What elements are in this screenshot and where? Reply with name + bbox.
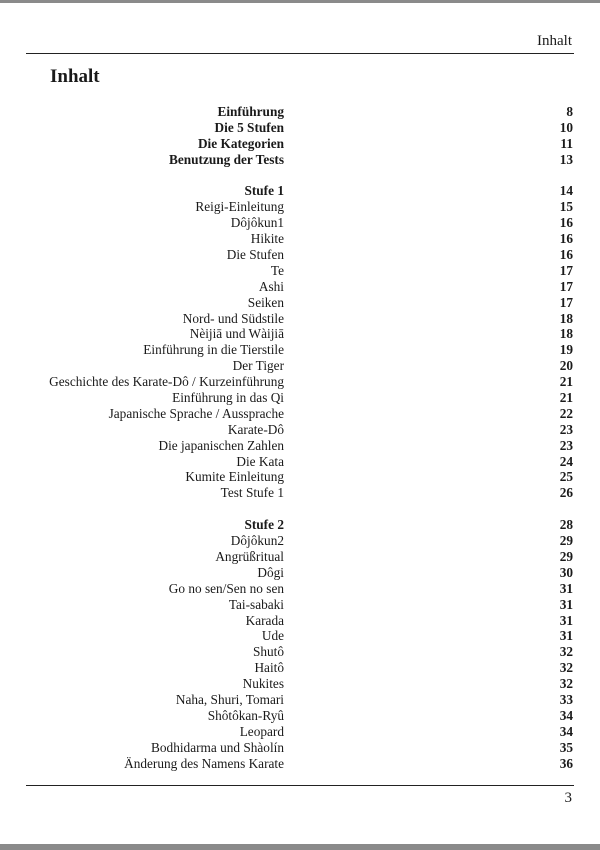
toc-entry-page-number: 31 <box>559 628 573 644</box>
toc-entry-title: Die Kategorien <box>197 135 284 151</box>
page-title: Inhalt <box>50 66 100 87</box>
toc-entry-page-number: 17 <box>559 278 573 294</box>
toc-entry-title: Die Stufen <box>226 247 284 263</box>
toc-entry-page-number: 30 <box>559 564 573 580</box>
toc-entry[interactable] <box>0 422 600 438</box>
toc-entry-page-number: 20 <box>559 358 573 374</box>
toc-entry-page-number: 36 <box>559 755 573 771</box>
toc-entry-title: Go no sen/Sen no sen <box>168 580 284 596</box>
toc-entry-page-number: 11 <box>560 135 573 151</box>
toc-entry[interactable] <box>0 628 600 644</box>
toc-entry-title: Karada <box>245 612 284 628</box>
toc-entry-title: Einführung <box>217 104 284 119</box>
toc-entry[interactable] <box>0 263 600 279</box>
toc-entry-page-number: 31 <box>559 580 573 596</box>
toc-entry-title: Geschichte des Karate-Dô / Kurzeinführung <box>49 374 284 390</box>
window-top-border <box>0 0 600 3</box>
toc-entry-page-number: 34 <box>559 707 573 723</box>
toc-entry-title: Einführung in die Tierstile <box>143 342 284 358</box>
toc-entry[interactable] <box>0 120 600 136</box>
toc-entry-page-number: 18 <box>559 310 573 326</box>
toc-entry[interactable] <box>0 533 600 549</box>
toc-entry-page-number: 18 <box>559 326 573 342</box>
toc-entry[interactable] <box>0 565 600 581</box>
toc-entry[interactable] <box>0 454 600 470</box>
toc-entry[interactable] <box>0 549 600 565</box>
toc-entry[interactable] <box>0 104 600 120</box>
toc-entry[interactable] <box>0 692 600 708</box>
toc-entry-title: Dôjôkun2 <box>230 533 284 549</box>
toc-entry-page-number: 34 <box>559 723 573 739</box>
toc-entry[interactable] <box>0 247 600 263</box>
toc-entry-page-number: 15 <box>559 199 573 215</box>
toc-entry-title: Einführung in das Qi <box>172 390 284 406</box>
toc-entry[interactable] <box>0 597 600 613</box>
toc-entry-title: Benutzung der Tests <box>168 151 284 167</box>
toc-entry-page-number: 28 <box>559 517 573 533</box>
toc-entry-page-number: 25 <box>559 469 573 485</box>
toc-entry-page-number: 31 <box>559 596 573 612</box>
toc-entry-title: Stufe 1 <box>244 183 284 199</box>
toc-entry[interactable] <box>0 279 600 295</box>
toc-entry[interactable] <box>0 311 600 327</box>
toc-entry-title: Naha, Shuri, Tomari <box>175 691 284 707</box>
toc-entry-title: Ashi <box>258 278 284 294</box>
toc-entry-page-number: 10 <box>559 119 573 135</box>
toc-entry[interactable] <box>0 231 600 247</box>
toc-entry-title: Leopard <box>239 723 284 739</box>
toc-entry-page-number: 13 <box>559 151 573 167</box>
toc-entry-title: Nèijiā und Wàijiā <box>189 326 284 342</box>
toc-entry-title: Bodhidarma und Shàolín <box>151 739 284 755</box>
toc-entry-title: Dôgi <box>257 564 284 580</box>
toc-entry-title: Te <box>270 262 284 278</box>
page-number: 3 <box>564 790 572 806</box>
toc-entry-page-number: 17 <box>559 294 573 310</box>
toc-entry[interactable] <box>0 152 600 168</box>
toc-entry-page-number: 8 <box>566 104 573 119</box>
toc-entry-title: Seiken <box>247 294 284 310</box>
toc-entry[interactable] <box>0 644 600 660</box>
toc-entry-page-number: 16 <box>559 247 573 263</box>
toc-entry-title: Reigi-Einleitung <box>195 199 284 215</box>
toc-entry-page-number: 23 <box>559 437 573 453</box>
toc-entry[interactable] <box>0 342 600 358</box>
toc-entry-title: Japanische Sprache / Aussprache <box>108 405 284 421</box>
toc-entry-page-number: 23 <box>559 421 573 437</box>
toc-entry[interactable] <box>0 613 600 629</box>
toc-entry[interactable] <box>0 438 600 454</box>
toc-entry[interactable] <box>0 295 600 311</box>
toc-entry-page-number: 33 <box>559 691 573 707</box>
toc-entry-page-number: 32 <box>559 644 573 660</box>
toc-entry[interactable] <box>0 724 600 740</box>
toc-entry[interactable] <box>0 485 600 501</box>
toc-entry-page-number: 14 <box>559 183 573 199</box>
toc-entry-page-number: 21 <box>559 390 573 406</box>
toc-entry[interactable] <box>0 676 600 692</box>
toc-entry[interactable] <box>0 326 600 342</box>
toc-entry-title: Der Tiger <box>232 358 284 374</box>
table-of-contents <box>0 104 600 771</box>
toc-entry-page-number: 17 <box>559 262 573 278</box>
toc-group-spacer <box>0 501 600 517</box>
toc-entry-title: Angrüßritual <box>215 548 284 564</box>
toc-entry-title: Stufe 2 <box>244 517 284 533</box>
toc-entry-page-number: 32 <box>559 660 573 676</box>
toc-entry-title: Dôjôkun1 <box>230 215 284 231</box>
window-bottom-border <box>0 844 600 850</box>
toc-entry-page-number: 22 <box>559 405 573 421</box>
toc-entry-title: Shôtôkan-Ryû <box>207 707 284 723</box>
toc-entry-title: Karate-Dô <box>227 421 284 437</box>
toc-entry[interactable] <box>0 740 600 756</box>
toc-entry-title: Haitô <box>254 660 284 676</box>
toc-entry-page-number: 29 <box>559 533 573 549</box>
header-rule <box>26 53 574 54</box>
toc-entry[interactable] <box>0 215 600 231</box>
toc-entry[interactable] <box>0 183 600 199</box>
toc-group-spacer <box>0 168 600 184</box>
toc-entry-title: Änderung des Namens Karate <box>124 755 284 771</box>
toc-entry-title: Nord- und Südstile <box>182 310 284 326</box>
toc-entry[interactable] <box>0 660 600 676</box>
toc-entry[interactable] <box>0 136 600 152</box>
toc-entry-title: Die japanischen Zahlen <box>158 437 284 453</box>
footer-rule <box>26 785 574 786</box>
toc-entry[interactable] <box>0 469 600 485</box>
toc-entry-page-number: 32 <box>559 676 573 692</box>
toc-entry-page-number: 24 <box>559 453 573 469</box>
toc-entry-title: Die Kata <box>236 453 284 469</box>
toc-entry-title: Test Stufe 1 <box>220 485 284 501</box>
toc-entry[interactable] <box>0 708 600 724</box>
toc-entry-page-number: 16 <box>559 215 573 231</box>
toc-entry-page-number: 26 <box>559 485 573 501</box>
toc-entry-page-number: 29 <box>559 548 573 564</box>
toc-entry-page-number: 35 <box>559 739 573 755</box>
toc-entry[interactable] <box>0 517 600 533</box>
running-header-title: Inhalt <box>537 33 572 49</box>
toc-entry[interactable] <box>0 374 600 390</box>
toc-entry-title: Hikite <box>250 231 284 247</box>
toc-entry-title: Ude <box>261 628 284 644</box>
toc-entry-page-number: 16 <box>559 231 573 247</box>
toc-entry[interactable] <box>0 390 600 406</box>
toc-entry[interactable] <box>0 199 600 215</box>
toc-entry[interactable] <box>0 358 600 374</box>
toc-entry-title: Kumite Einleitung <box>185 469 284 485</box>
toc-entry-title: Tai-sabaki <box>228 596 284 612</box>
toc-entry-title: Shutô <box>252 644 284 660</box>
toc-entry-title: Die 5 Stufen <box>214 119 284 135</box>
toc-entry[interactable] <box>0 581 600 597</box>
toc-entry[interactable] <box>0 406 600 422</box>
toc-entry-title: Nukites <box>242 676 284 692</box>
toc-entry[interactable] <box>0 756 600 772</box>
toc-entry-page-number: 21 <box>559 374 573 390</box>
toc-entry-page-number: 31 <box>559 612 573 628</box>
toc-entry-page-number: 19 <box>559 342 573 358</box>
